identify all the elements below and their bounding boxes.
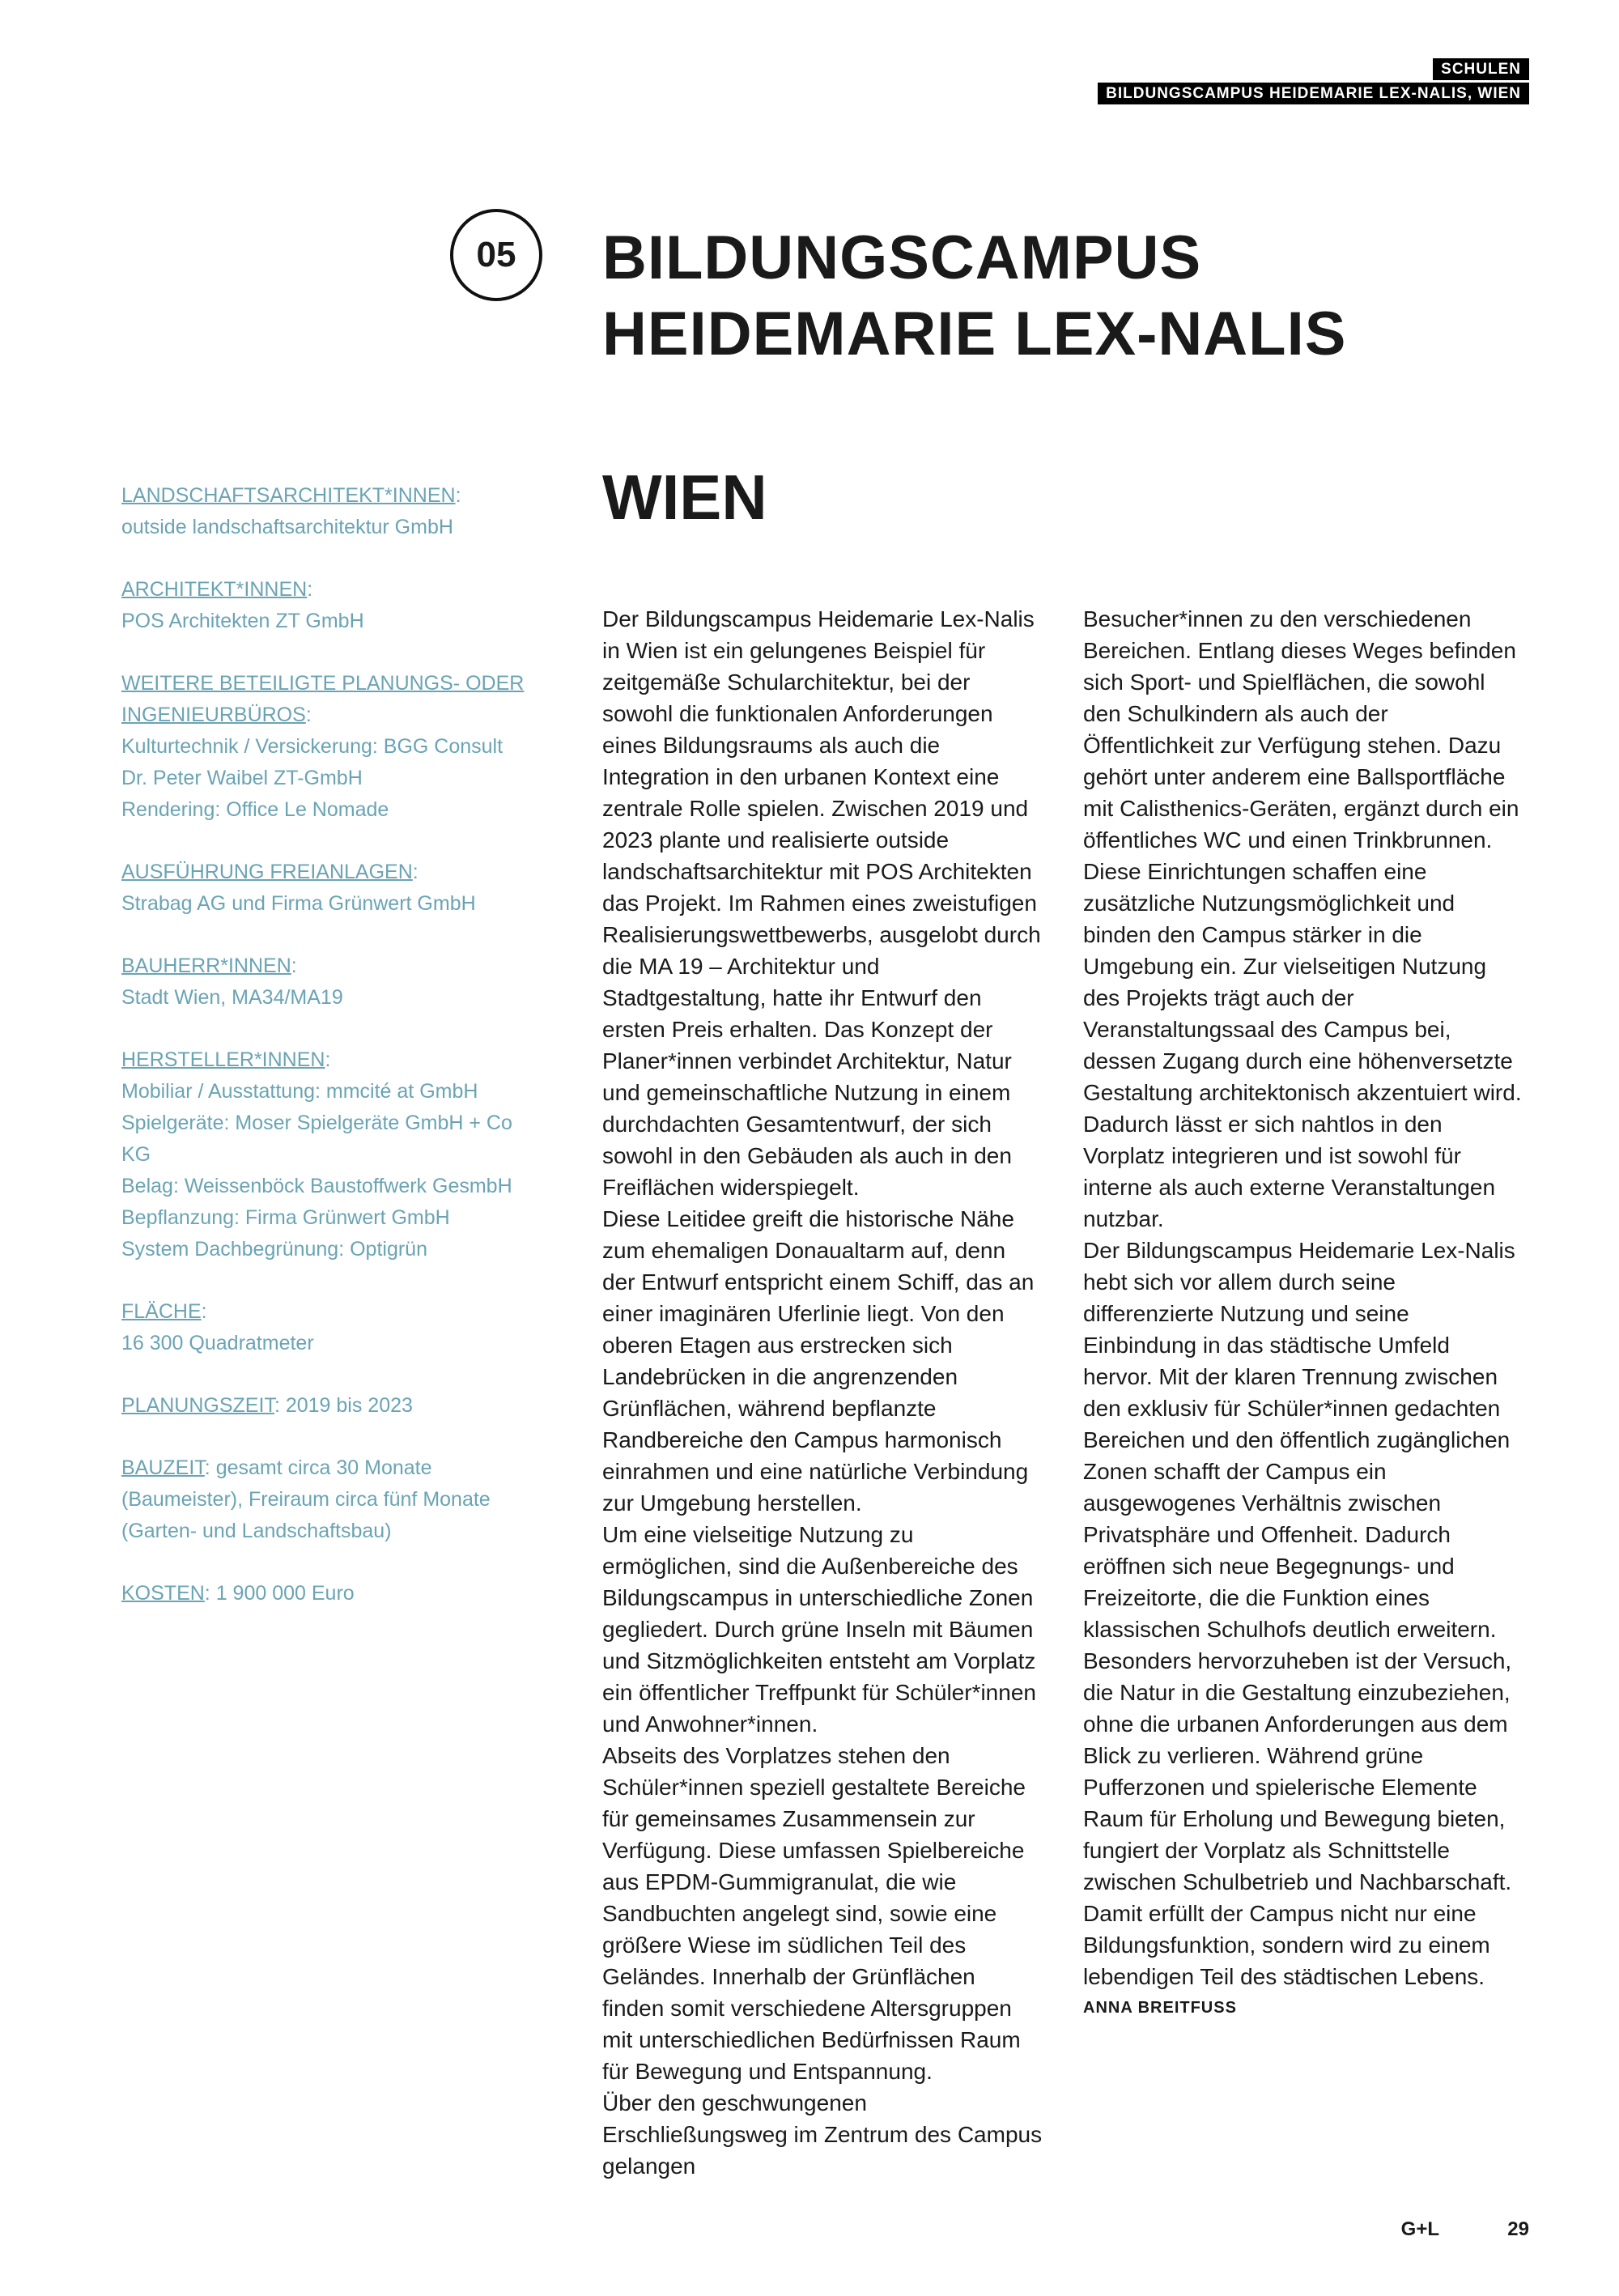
body-column-2 [1083, 603, 1523, 2024]
article-city: WIEN [602, 461, 767, 533]
credit-text: outside landschaftsarchitektur GmbH [121, 516, 453, 538]
credit-text: Strabag AG und Firma Grünwert GmbH [121, 892, 476, 915]
credit-label: LANDSCHAFTSARCHITEKT*INNEN [121, 484, 456, 507]
credit-text: POS Architekten ZT GmbH [121, 610, 364, 632]
credit-label: BAUHERR*INNEN [121, 955, 291, 977]
footer-magazine: G+L [1400, 2218, 1439, 2240]
title-line-1: BILDUNGSCAMPUS [602, 223, 1202, 292]
credit-group: HERSTELLER*INNEN: Mobiliar / Ausstattung: mmcité at GmbH Spielgeräte: Moser Spielgeräte GmbH + Co KG Belag: Weissenböck Baustoffwerk GesmbH Bepflanzung: Firma Grünwert GmbH System Dachbegrünung: Optigrün [121, 1048, 512, 1261]
body-column-1 [602, 603, 1043, 2182]
credit-text: gesamt circa 30 Monate (Baumeister), Freiraum circa fünf Monate (Garten- und Landschaftsbau) [121, 1456, 491, 1542]
body-paragraph: Über den geschwungenen Erschließungsweg im Zentrum des Campus gelangen [602, 2090, 1043, 2179]
credit-group: KOSTEN: 1 900 000 Euro [121, 1582, 355, 1605]
credit-label: AUSFÜHRUNG FREIANLAGEN [121, 861, 413, 883]
body-paragraph: Abseits des Vorplatzes stehen den Schüler*innen speziell gestaltete Bereiche für gemeinsames Zusammensein zur Verfügung. Diese umfassen Spielbereiche aus EPDM-Gummigranulat, die wie Sandbuchten angelegt sind, sowie eine größere Wiese im südlichen Teil des Geländes. Innerhalb der Grünflächen finden somit verschiedene Altersgruppen mit unterschiedlichen Bedürfnissen Raum für Bewegung und Entspannung. [602, 1743, 1026, 2084]
credit-text: 2019 bis 2023 [285, 1394, 413, 1417]
credit-group: ARCHITEKT*INNEN: POS Architekten ZT GmbH [121, 578, 364, 632]
credit-text: Stadt Wien, MA34/MA19 [121, 986, 343, 1009]
credit-label: KOSTEN [121, 1582, 205, 1605]
body-paragraph: Der Bildungscampus Heidemarie Lex-Nalis in Wien ist ein gelungenes Beispiel für zeitgemäße Schularchitektur, bei der sowohl die funktionalen Anforderungen eines Bildungsraums als auch die Integration in den urbanen Kontext eine zentrale Rolle spielen. Zwischen 2019 und 2023 plante und realisierte outside landschaftsarchitektur mit POS Architekten das Projekt. Im Rahmen eines zweistufigen Realisierungswettbewerbs, ausgelobt durch die MA 19 – Architektur und Stadtgestaltung, hatte ihr Entwurf den ersten Preis erhalten. Das Konzept der Planer*innen verbindet Architektur, Natur und gemeinschaftliche Nutzung in einem durchdachten Gesamtentwurf, der sich sowohl in den Gebäuden als auch in den Freiflächen widerspiegelt. [602, 606, 1041, 1200]
body-paragraph: Besonders hervorzuheben ist der Versuch, die Natur in die Gestaltung einzubeziehen, ohne die urbanen Anforderungen aus dem Blick zu verlieren. Während grüne Pufferzonen und spielerische Elemente Raum für Erholung und Bewegung bieten, fungiert der Vorplatz als Schnittstelle zwischen Schulbetrieb und Nachbarschaft. Damit erfüllt der Campus nicht nur eine Bildungsfunktion, sondern wird zu einem lebendigen Teil des städtischen Lebens. [1083, 1648, 1512, 1989]
credit-text: 1 900 000 Euro [215, 1582, 355, 1605]
credit-label: ARCHITEKT*INNEN [121, 578, 308, 601]
credit-text: Mobiliar / Ausstattung: mmcité at GmbH Spielgeräte: Moser Spielgeräte GmbH + Co KG Belag: Weissenböck Baustoffwerk GesmbH Bepflanzung: Firma Grünwert GmbH System Dachbegrünung: Optigrün [121, 1080, 512, 1261]
credit-label: FLÄCHE [121, 1300, 202, 1323]
credit-label: PLANUNGSZEIT [121, 1394, 274, 1417]
title-line-2: HEIDEMARIE LEX-NALIS [602, 300, 1347, 368]
section-tag: SCHULEN [1433, 58, 1529, 80]
credit-group: PLANUNGSZEIT: 2019 bis 2023 [121, 1394, 413, 1417]
credit-text: Kulturtechnik / Versickerung: BGG Consult Dr. Peter Waibel ZT-GmbH Rendering: Office Le Nomade [121, 735, 504, 821]
body-paragraph: Um eine vielseitige Nutzung zu ermöglichen, sind die Außenbereiche des Bildungscampus in unterschiedliche Zonen gegliedert. Durch grüne Inseln mit Bäumen und Sitzmöglichkeiten entsteht am Vorplatz ein öffentlicher Treffpunkt für Schüler*innen und Anwohner*innen. [602, 1522, 1036, 1737]
credit-label: BAUZEIT [121, 1456, 205, 1479]
body-paragraph: Besucher*innen zu den verschiedenen Bereichen. Entlang dieses Weges befinden sich Sport- und Spielflächen, die sowohl den Schulkindern als auch der Öffentlichkeit zur Verfügung stehen. Dazu gehört unter anderem eine Ballsportfläche mit Calisthenics-Geräten, ergänzt durch ein öffentliches WC und einen Trinkbrunnen. Diese Einrichtungen schaffen eine zusätzliche Nutzungsmöglichkeit und binden den Campus stärker in die Umgebung ein. Zur vielseitigen Nutzung des Projekts trägt auch der Veranstaltungssaal des Campus bei, dessen Zugang durch eine höhenversetzte Gestaltung architektonisch akzentuiert wird. Dadurch lässt er sich nahtlos in den Vorplatz integrieren und ist sowohl für interne als auch externe Veranstaltungen nutzbar. [1083, 606, 1522, 1231]
project-tag: BILDUNGSCAMPUS HEIDEMARIE LEX-NALIS, WIEN [1098, 83, 1529, 104]
credit-label: WEITERE BETEILIGTE PLANUNGS- ODER INGENIEURBÜROS [121, 672, 525, 726]
project-credits [121, 480, 526, 1640]
author-byline: ANNA BREITFUSS [1083, 1999, 1237, 2017]
credit-text: 16 300 Quadratmeter [121, 1332, 314, 1354]
body-paragraph: Der Bildungscampus Heidemarie Lex-Nalis hebt sich vor allem durch seine differenzierte Nutzung und seine Einbindung in das städtische Umfeld hervor. Mit der klaren Trennung zwischen den exklusiv für Schüler*innen gedachten Bereichen und den öffentlich zugänglichen Zonen schafft der Campus ein ausgewogenes Verhältnis zwischen Privatsphäre und Offenheit. Dadurch eröffnen sich neue Begegnungs- und Freizeitorte, die die Funktion eines klassischen Schulhofs deutlich erweitern. [1083, 1238, 1515, 1642]
footer-page-number: 29 [1507, 2218, 1529, 2240]
credit-group: BAUHERR*INNEN: Stadt Wien, MA34/MA19 [121, 955, 343, 1009]
credit-group: BAUZEIT: gesamt circa 30 Monate (Baumeister), Freiraum circa fünf Monate (Garten- und Landschaftsbau) [121, 1456, 491, 1542]
article-number-badge: 05 [450, 209, 542, 301]
running-header [1098, 58, 1529, 104]
body-paragraph: Diese Leitidee greift die historische Nähe zum ehemaligen Donaualtarm auf, denn der Entwurf entspricht einem Schiff, das an einer imaginären Uferlinie liegt. Von den oberen Etagen aus erstrecken sich Landebrücken in die angrenzenden Grünflächen, während bepflanzte Randbereiche den Campus harmonisch einrahmen und eine natürliche Verbindung zur Umgebung herstellen. [602, 1206, 1035, 1516]
article-title [602, 220, 1346, 372]
credit-group: WEITERE BETEILIGTE PLANUNGS- ODER INGENIEURBÜROS: Kulturtechnik / Versickerung: BGG Consult Dr. Peter Waibel ZT-GmbH Rendering: Office Le Nomade [121, 672, 525, 821]
credit-label: HERSTELLER*INNEN [121, 1048, 325, 1071]
credit-group: FLÄCHE: 16 300 Quadratmeter [121, 1300, 314, 1354]
credit-group: LANDSCHAFTSARCHITEKT*INNEN: outside landschaftsarchitektur GmbH [121, 484, 461, 538]
credit-group: AUSFÜHRUNG FREIANLAGEN: Strabag AG und Firma Grünwert GmbH [121, 861, 476, 915]
